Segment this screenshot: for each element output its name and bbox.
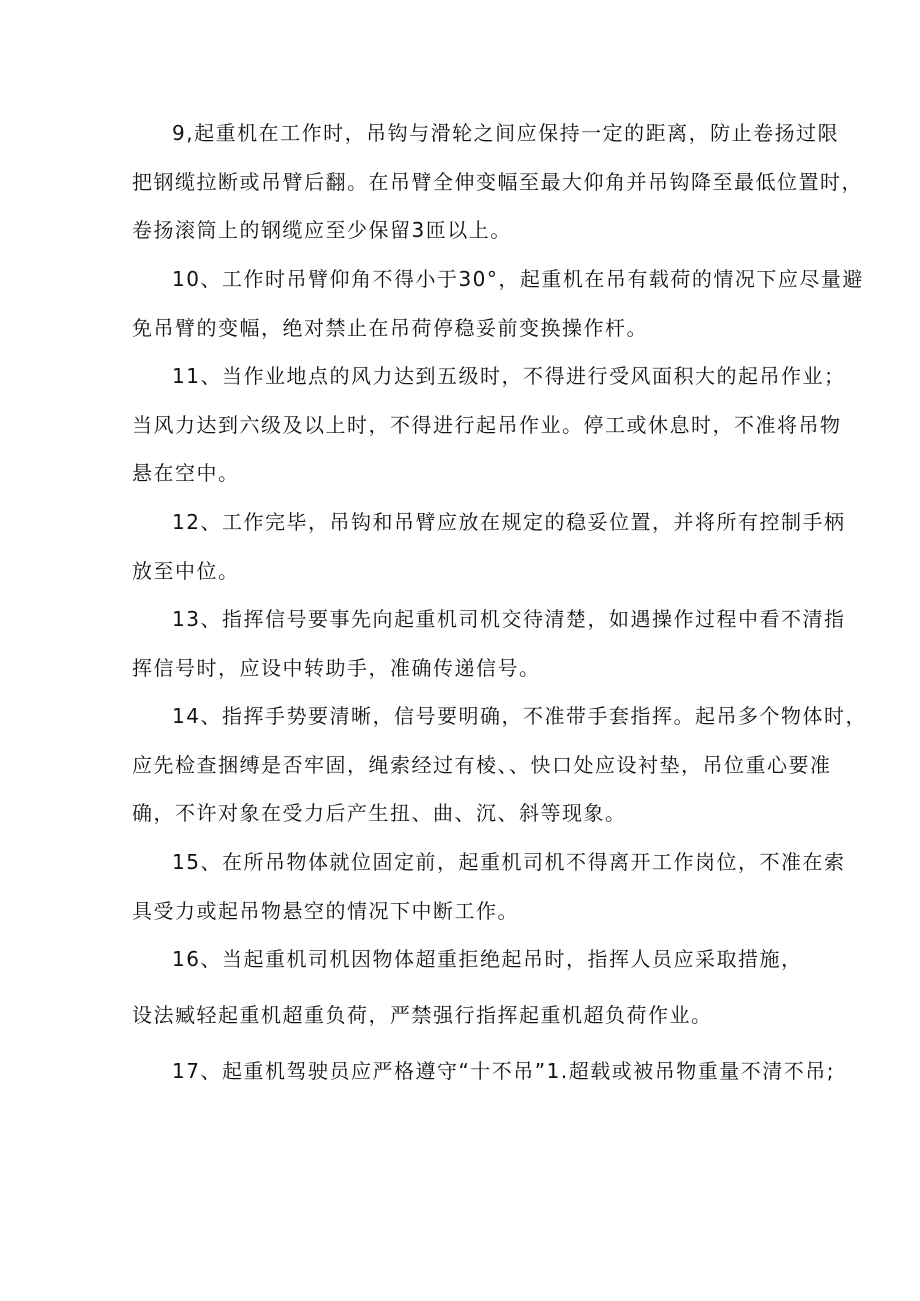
text-line: 悬在空中。 [132,461,240,485]
text-line: 卷扬滚筒上的钢缆应至少保留3匝以上。 [132,218,512,242]
text-line: 10、工作时吊臂仰角不得小于30°，起重机在吊有载荷的情况下应尽量避 [172,267,864,291]
text-line: 11、当作业地点的风力达到五级时，不得进行受风面积大的起吊作业； [172,364,846,388]
text-line: 应先检查捆缚是否牢固，绳索经过有棱、、快口处应设衬垫，吊位重心要准 [132,753,832,777]
text-line: 16、当起重机司机因物体超重拒绝起吊时，指挥人员应采取措施， [172,947,803,971]
text-line: 13、指挥信号要事先向起重机司机交待清楚，如遇操作过程中看不清指 [172,607,846,631]
text-line: 14、指挥手势要清晰，信号要明确，不准带手套指挥。起吊多个物体时， [172,704,867,728]
text-line: 具受力或起吊物悬空的情况下中断工作。 [132,899,519,923]
text-line: 15、在所吊物体就位固定前，起重机司机不得离开工作岗位，不准在索 [172,850,846,874]
text-line: 把钢缆拉断或吊臂后翻。在吊臂全伸变幅至最大仰角并吊钩降至最低位置时， [132,170,863,194]
text-line: 12、工作完毕，吊钩和吊臂应放在规定的稳妥位置，并将所有控制手柄 [172,510,846,534]
text-line: 9,起重机在工作时，吊钩与滑轮之间应保持一定的距离，防止卷扬过限 [172,121,840,145]
text-line: 免吊臂的变幅，绝对禁止在吊荷停稳妥前变换操作杆。 [132,316,648,340]
text-line: 设法臧轻起重机超重负荷，严禁强行指挥起重机超负荷作业。 [132,1003,713,1027]
text-line: 挥信号时，应设中转助手，准确传递信号。 [132,656,541,680]
text-line: 放至中位。 [132,559,240,583]
text-line: 17、起重机驾驶员应严格遵守“十不吊”1.超载或被吊物重量不清不吊; [172,1059,835,1083]
text-line: 当风力达到六级及以上时，不得进行起吊作业。停工或休息时，不准将吊物 [132,413,842,437]
text-line: 确，不许对象在受力后产生扭、曲、沉、斜等现象。 [132,801,627,825]
